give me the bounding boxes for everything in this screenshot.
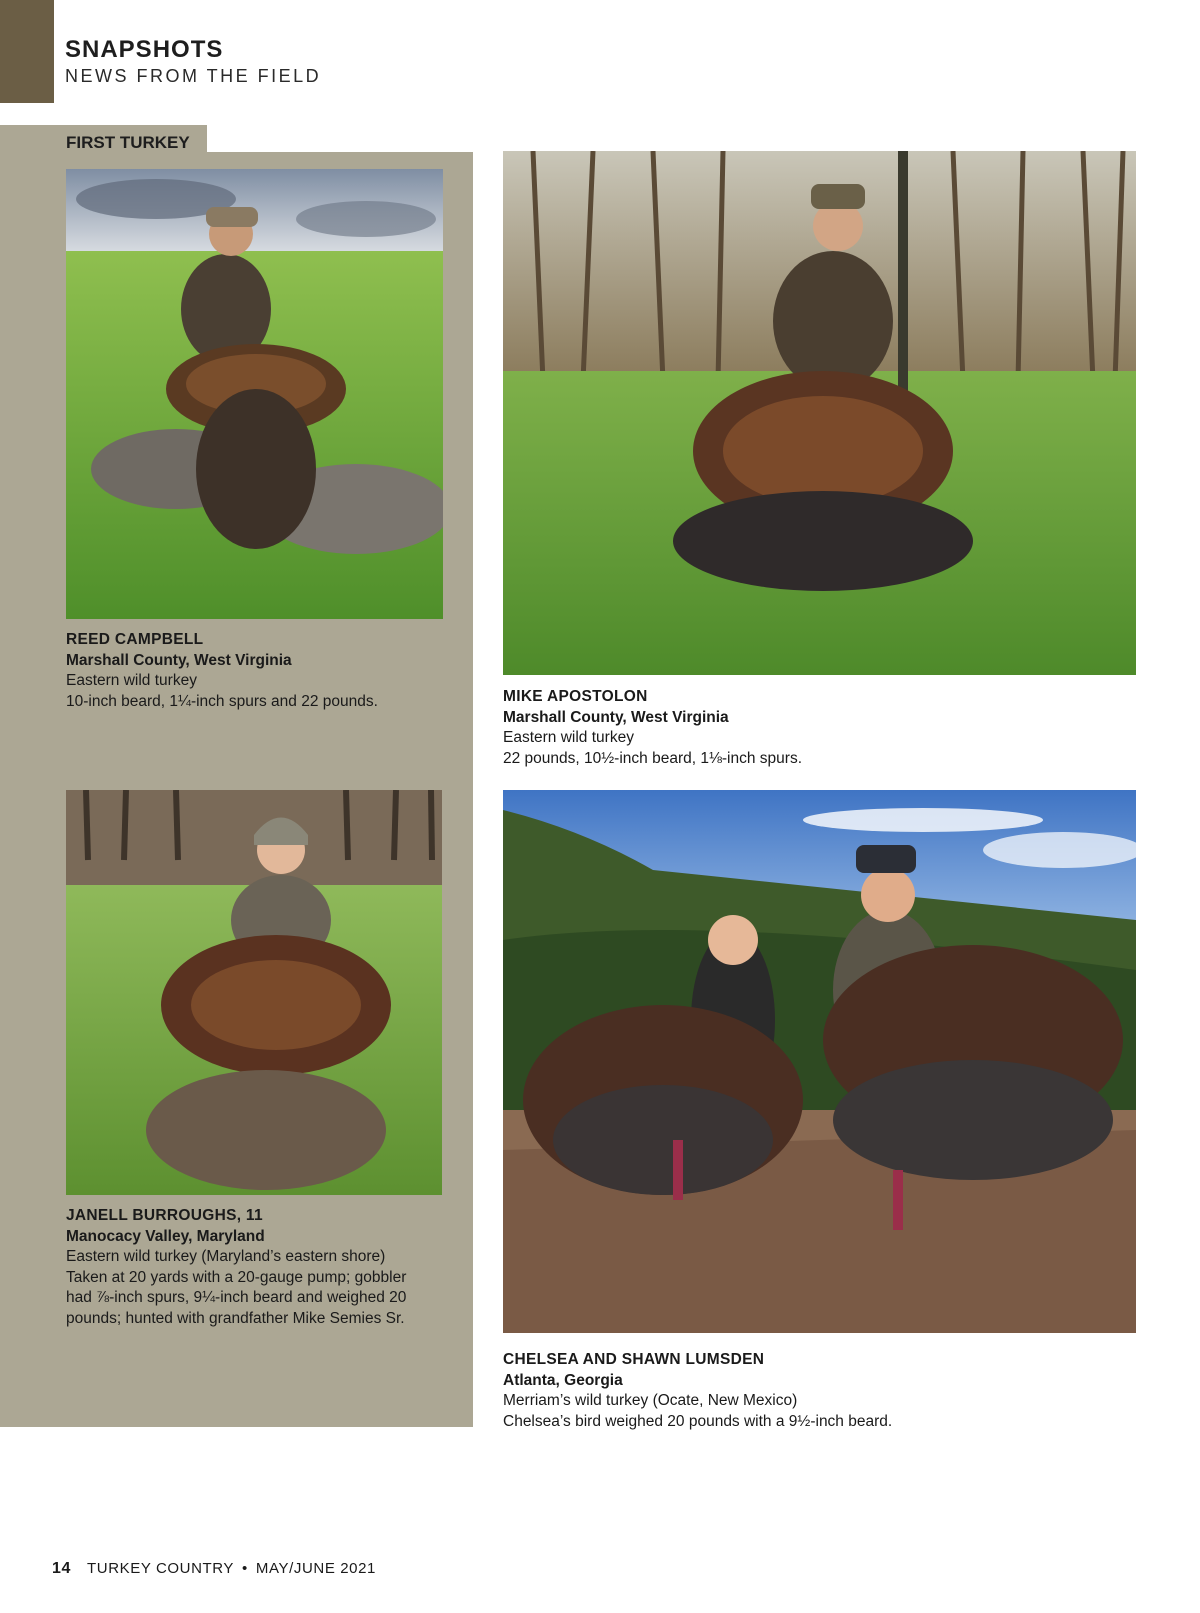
section-title: SNAPSHOTS xyxy=(65,36,224,63)
entry-detail: had ⅞-inch spurs, 9¼-inch beard and weighed 20 xyxy=(66,1289,407,1306)
entry-detail: Eastern wild turkey xyxy=(66,672,197,689)
panel-tab-label: FIRST TURKEY xyxy=(66,133,190,152)
photo-reed-campbell xyxy=(66,169,443,619)
entry-location: Atlanta, Georgia xyxy=(503,1371,623,1389)
issue-date: MAY/JUNE 2021 xyxy=(255,1560,376,1577)
section-subtitle: NEWS FROM THE FIELD xyxy=(65,66,322,86)
publication-name: TURKEY COUNTRY xyxy=(87,1560,235,1577)
page-number: 14 xyxy=(52,1560,71,1577)
caption-chelsea-shawn-lumsden xyxy=(503,1350,892,1432)
entry-detail: pounds; hunted with grandfather Mike Semies Sr. xyxy=(66,1309,405,1327)
entry-name: REED CAMPBELL xyxy=(66,631,204,648)
entry-location: Manocacy Valley, Maryland xyxy=(66,1227,265,1245)
entry-location: Marshall County, West Virginia xyxy=(66,651,292,669)
entry-detail: Merriam’s wild turkey (Ocate, New Mexico) xyxy=(503,1392,798,1409)
page-footer xyxy=(52,1560,376,1578)
header-accent-block xyxy=(0,0,54,103)
caption-reed-campbell xyxy=(66,630,378,712)
photo-chelsea-shawn-lumsden xyxy=(503,790,1136,1333)
caption-janell-burroughs xyxy=(66,1206,406,1329)
entry-detail: Chelsea’s bird weighed 20 pounds with a 9½-inch beard. xyxy=(503,1412,893,1430)
entry-detail: 10-inch beard, 1¼-inch spurs and 22 pounds. xyxy=(66,692,378,710)
entry-name: MIKE APOSTOLON xyxy=(503,688,648,705)
entry-detail: Eastern wild turkey (Maryland’s eastern shore) xyxy=(66,1248,386,1265)
entry-location: Marshall County, West Virginia xyxy=(503,708,729,726)
entry-name: JANELL BURROUGHS, 11 xyxy=(66,1207,263,1224)
entry-name: CHELSEA AND SHAWN LUMSDEN xyxy=(503,1351,765,1368)
photo-mike-apostolon xyxy=(503,151,1136,675)
caption-mike-apostolon xyxy=(503,687,802,769)
entry-detail: 22 pounds, 10½-inch beard, 1⅛-inch spurs. xyxy=(503,749,802,767)
photo-janell-burroughs xyxy=(66,790,442,1195)
bullet-separator: • xyxy=(242,1560,248,1577)
entry-detail: Eastern wild turkey xyxy=(503,729,634,746)
entry-detail: Taken at 20 yards with a 20-gauge pump; gobbler xyxy=(66,1268,407,1286)
